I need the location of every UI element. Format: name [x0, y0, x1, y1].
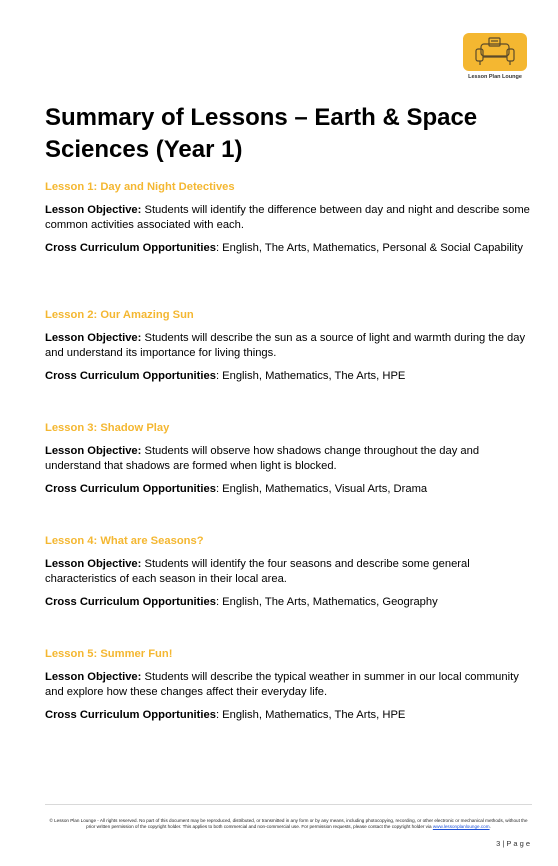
objective-label: Lesson Objective: [45, 445, 142, 457]
lesson-objective [45, 444, 533, 474]
lesson-heading: Lesson 4: What are Seasons? [45, 535, 204, 547]
lesson-objective [45, 670, 533, 700]
lesson-objective [45, 557, 533, 587]
objective-text: Students will identify the four seasons and describe some general characteristics of each season in their local area. [45, 558, 470, 585]
logo-text: Lesson Plan Lounge [468, 74, 522, 80]
copyright-text: © Lesson Plan Lounge - All rights reserved. No part of this document may be reproduced, distributed, or transmitted in any form or by any means, including photocopying, recording, or other electronic or mechanical methods, without the prior written permission of the copyright holder. This applies to both commercial and non-commercial use. For permission requests, please contact the copyright holder via [49, 818, 528, 829]
lesson-objective [45, 331, 533, 361]
lesson-cross-curriculum: Cross Curriculum Opportunities: English, Mathematics, The Arts, HPE [45, 709, 406, 721]
page-title: Summary of Lessons – Earth & Space Sciences (Year 1) [45, 104, 478, 163]
cross-label: Cross Curriculum Opportunities [45, 596, 216, 608]
cross-label: Cross Curriculum Opportunities [45, 242, 216, 254]
lesson-cross-curriculum: Cross Curriculum Opportunities: English, The Arts, Mathematics, Geography [45, 596, 438, 608]
objective-text: Students will describe the typical weather in summer in our local community and explore how these changes affect their everyday life. [45, 671, 519, 698]
cross-label: Cross Curriculum Opportunities [45, 709, 216, 721]
lesson-heading: Lesson 2: Our Amazing Sun [45, 309, 194, 321]
lesson-heading: Lesson 3: Shadow Play [45, 422, 170, 434]
cross-text: English, Mathematics, Visual Arts, Drama [222, 483, 428, 495]
cross-text: English, The Arts, Mathematics, Personal & Social Capability [222, 242, 523, 254]
cross-label: Cross Curriculum Opportunities [45, 370, 216, 382]
cross-text: English, Mathematics, The Arts, HPE [222, 370, 406, 382]
objective-label: Lesson Objective: [45, 332, 142, 344]
objective-label: Lesson Objective: [45, 558, 142, 570]
lesson-section [45, 534, 533, 618]
objective-text: Students will observe how shadows change throughout the day and understand that shadows are formed when light is blocked. [45, 445, 480, 472]
lesson-section [45, 308, 533, 392]
page-number: 3 | P a g e [496, 839, 530, 848]
lesson-cross-curriculum: Cross Curriculum Opportunities: English, Mathematics, The Arts, HPE [45, 370, 406, 382]
lesson-cross-curriculum: Cross Curriculum Opportunities: English, The Arts, Mathematics, Personal & Social Capability [45, 242, 523, 254]
lesson-heading: Lesson 5: Summer Fun! [45, 648, 173, 660]
brand-logo [463, 33, 527, 85]
lesson-section [45, 180, 533, 264]
lesson-section [45, 421, 533, 505]
objective-text: Students will describe the sun as a source of light and warmth during the day and understand its importance for living things. [45, 332, 526, 359]
website-link[interactable]: www.lessonplanlounge.com [432, 824, 490, 829]
cross-text: English, Mathematics, The Arts, HPE [222, 709, 406, 721]
lesson-heading: Lesson 1: Day and Night Detectives [45, 181, 235, 193]
link-suffix: . [489, 824, 491, 829]
sofa-icon [463, 33, 527, 71]
objective-label: Lesson Objective: [45, 204, 142, 216]
footer-copyright [45, 818, 532, 830]
cross-label: Cross Curriculum Opportunities [45, 483, 216, 495]
footer-divider [45, 804, 532, 805]
lesson-cross-curriculum: Cross Curriculum Opportunities: English, Mathematics, Visual Arts, Drama [45, 483, 428, 495]
objective-label: Lesson Objective: [45, 671, 142, 683]
lesson-objective [45, 203, 533, 233]
cross-text: English, The Arts, Mathematics, Geography [222, 596, 438, 608]
lesson-section [45, 647, 533, 731]
objective-text: Students will identify the difference between day and night and describe some common activities associated with each. [45, 204, 530, 231]
